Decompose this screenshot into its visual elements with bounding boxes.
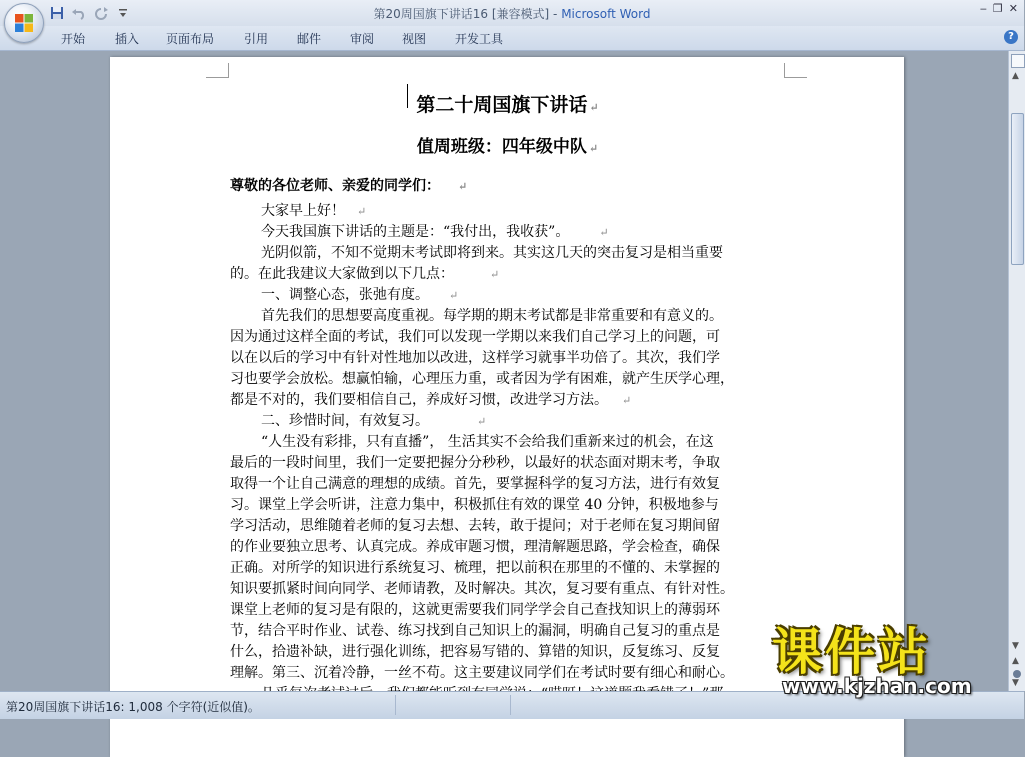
paragraph-mark: ↵: [588, 142, 599, 155]
window-controls: [980, 2, 1018, 15]
text-line: 以在以后的学习中有针对性地加以改进，这样学习就事半功倍了。其次，我们学: [230, 350, 720, 366]
scroll-down-icon[interactable]: ▼: [1012, 641, 1019, 651]
text-line: 习。课堂上学会听讲，注意力集中，积极抓住有效的课堂 40 分钟，积极地参与: [230, 497, 719, 513]
tab-mailings[interactable]: 邮件: [297, 32, 322, 46]
next-page-icon[interactable]: ▼: [1012, 678, 1019, 688]
application-name: Microsoft Word: [561, 7, 651, 21]
scroll-thumb[interactable]: [1011, 113, 1024, 265]
text-line: 一、调整心态，张弛有度。 ↵: [261, 287, 459, 303]
select-browse-object-icon[interactable]: [1013, 670, 1021, 678]
restore-button[interactable]: ❐: [992, 2, 1003, 15]
document-name: 第20周国旗下讲话16 [兼容模式]: [373, 7, 550, 21]
paragraph-mark: ↵: [449, 289, 459, 302]
document-workspace: [0, 51, 1008, 691]
view-ruler-icon[interactable]: [1011, 54, 1025, 68]
text-line: 正确。对所学的知识进行系统复习、梳理，把以前积在那里的不懂的、未掌握的: [230, 560, 720, 576]
text-line: 二、珍惜时间，有效复习。 ↵: [261, 413, 487, 429]
text-line: 都是不对的，我们要相信自己，养成好习惯，改进学习方法。 ↵: [230, 392, 632, 408]
previous-page-icon[interactable]: ▲: [1012, 656, 1019, 666]
document-subtitle: 值周班级：四年级中队 ↵: [416, 137, 599, 157]
text-line: 的。在此我建议大家做到以下几点： ↵: [230, 266, 500, 282]
text-line: 节，结合平时作业、试卷、练习找到自己知识上的漏洞，明确自己复习的重点是: [230, 623, 720, 639]
text-line: 理解。第三、沉着冷静，一丝不苟。这主要建议同学们在考试时要有细心和耐心。: [230, 665, 734, 681]
crop-mark-top-left: [206, 63, 229, 78]
tab-developer[interactable]: 开发工具: [455, 32, 504, 46]
minimize-button[interactable]: ‒: [979, 2, 987, 15]
salutation: 尊敬的各位老师、亲爱的同学们： ↵: [230, 178, 468, 194]
status-separator: [510, 695, 511, 715]
watermark-title: 课件站: [772, 623, 931, 681]
tab-references[interactable]: 引用: [244, 32, 269, 46]
text-line: 知识要抓紧时间向同学、老师请教，及时解决。其次，复习要有重点、有针对性。: [230, 581, 734, 597]
text-line: 首先我们的思想要高度重视。每学期的期末考试都是非常重要和有意义的。: [261, 308, 723, 324]
paragraph-mark: ↵: [589, 101, 599, 114]
tab-home[interactable]: 开始: [61, 32, 86, 46]
text-line: 大家早上好！ ↵: [261, 203, 367, 219]
ribbon-tabs: [0, 26, 1024, 51]
status-separator: [395, 695, 396, 715]
text-line: 最后的一段时间里，我们一定要把握分分秒秒，以最好的状态面对期末考，争取: [230, 455, 720, 471]
text-line: “人生没有彩排，只有直播”， 生活其实不会给我们重新来过的机会，在这: [261, 434, 714, 450]
text-line: 光阴似箭，不知不觉期末考试即将到来。其实这几天的突击复习是相当重要: [261, 245, 723, 261]
text-line: 取得一个让自己满意的理想的成绩。首先，要掌握科学的复习方法，进行有效复: [230, 476, 720, 492]
text-line: 今天我国旗下讲话的主题是：“我付出，我收获”。 ↵: [261, 224, 609, 240]
paragraph-mark: ↵: [357, 205, 367, 218]
paragraph-mark: ↵: [477, 415, 487, 428]
paragraph-mark: ↵: [458, 180, 468, 193]
title-bar: [0, 0, 1024, 26]
tab-view[interactable]: 视图: [402, 32, 427, 46]
scroll-up-icon[interactable]: ▲: [1012, 71, 1019, 81]
text-line: 的作业要独立思考、认真完成。养成审题习惯，理清解题思路，学会检查，确保: [230, 539, 720, 555]
window-title: [0, 5, 1024, 22]
status-word-count[interactable]: 第20周国旗下讲话16: 1,008 个字符(近似值)。: [6, 700, 260, 714]
tab-review[interactable]: 审阅: [350, 32, 375, 46]
office-logo-icon: [14, 13, 34, 33]
document-title: 第二十周国旗下讲话 ↵: [416, 94, 599, 116]
vertical-scrollbar[interactable]: [1008, 51, 1025, 691]
paragraph-mark: ↵: [622, 394, 632, 407]
title-separator: -: [549, 7, 562, 21]
text-line: 因为通过这样全面的考试，我们可以发现一学期以来我们自己学习上的问题，可: [230, 329, 720, 345]
tab-insert[interactable]: 插入: [115, 32, 140, 46]
office-button[interactable]: [4, 3, 44, 43]
close-button[interactable]: ✕: [1008, 2, 1018, 15]
text-line: 习也要学会放松。想赢怕输，心理压力重，或者因为学有困难，就产生厌学心理，: [230, 371, 734, 387]
text-line: 课堂上老师的复习是有限的，这就更需要我们同学学会自己查找知识上的薄弱环: [230, 602, 720, 618]
crop-mark-top-right: [784, 63, 807, 78]
tab-page-layout[interactable]: 页面布局: [166, 32, 215, 46]
text-line: 学习活动，思维随着老师的复习去想、去转，敢于提问；对于老师在复习期间留: [230, 518, 720, 534]
paragraph-mark: ↵: [599, 226, 609, 239]
paragraph-mark: ↵: [490, 268, 500, 281]
watermark-logo: [772, 612, 1012, 712]
text-line: 什么，拾遗补缺，进行强化训练，把容易写错的、算错的知识，反复练习、反复: [230, 644, 720, 660]
watermark-url: www.kjzhan.com: [782, 674, 972, 698]
help-icon[interactable]: ?: [1004, 30, 1018, 44]
